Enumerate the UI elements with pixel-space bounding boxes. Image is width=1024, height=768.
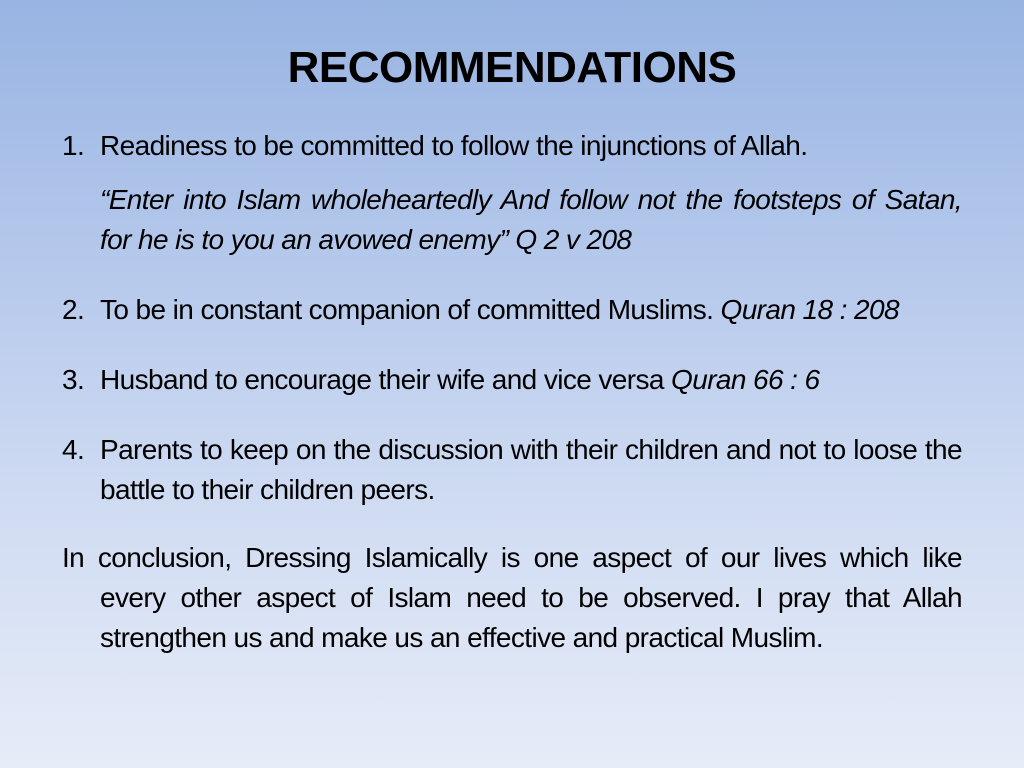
- item-text-wrap: [100, 290, 962, 330]
- item-text-wrap: [100, 360, 962, 400]
- item-number: 3.: [62, 364, 85, 395]
- recommendation-item-1: [62, 126, 962, 166]
- quote-text: “Enter into Islam wholeheartedly And follow not the footsteps of Satan, for he is to you an avowed enemy” Q 2 v 208: [100, 184, 962, 255]
- recommendation-item-3: [62, 360, 962, 400]
- quran-reference: Quran 66 : 6: [671, 364, 820, 395]
- item-text: Husband to encourage their wife and vice versa: [100, 364, 664, 395]
- item-text: To be in constant companion of committed Muslims.: [100, 294, 714, 325]
- item-text: Parents to keep on the discussion with their children and not to loose the battle to their children peers.: [100, 434, 962, 505]
- slide-body: [62, 126, 962, 658]
- recommendation-item-2: [62, 290, 962, 330]
- conclusion-paragraph: In conclusion, Dressing Islamically is one aspect of our lives which like every other aspect of Islam need to be observed. I pray that Allah strengthen us and make us an effective and practical Muslim.: [62, 542, 962, 653]
- item-text: Readiness to be committed to follow the injunctions of Allah.: [100, 130, 808, 161]
- item-number: 2.: [62, 294, 85, 325]
- item-number: 1.: [62, 130, 85, 161]
- recommendation-item-4: [62, 430, 962, 510]
- slide-title: RECOMMENDATIONS: [287, 43, 737, 92]
- item-number: 4.: [62, 434, 85, 465]
- quran-reference: Quran 18 : 208: [720, 294, 899, 325]
- quran-quote: [100, 180, 962, 260]
